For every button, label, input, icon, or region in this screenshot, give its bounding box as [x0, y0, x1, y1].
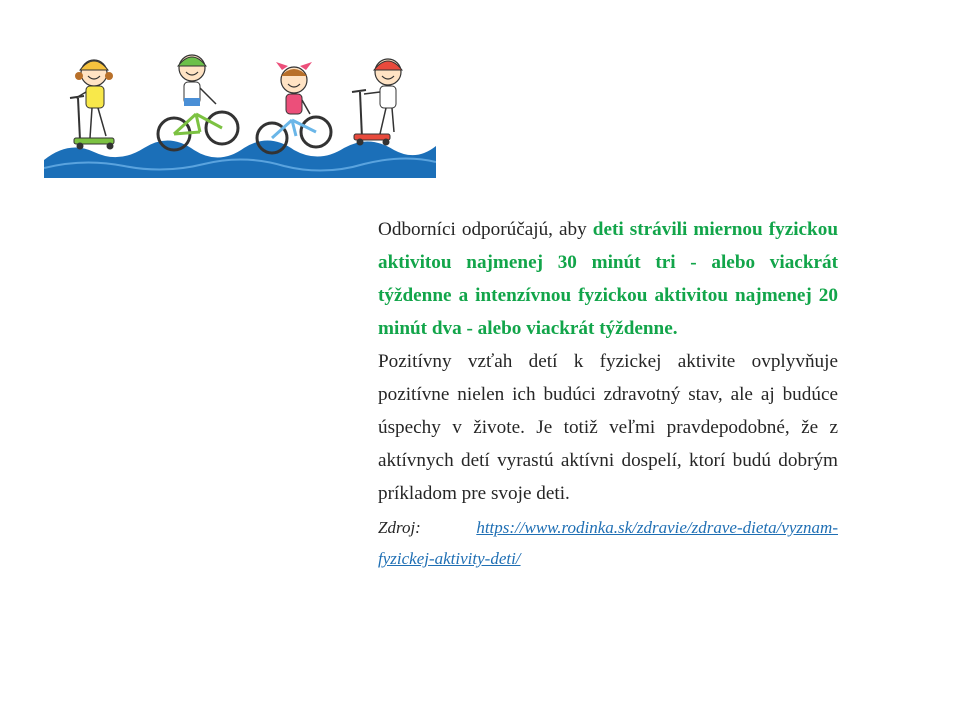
source-line — [378, 512, 838, 574]
boy-on-bike-icon — [158, 55, 238, 150]
girl-on-bike-icon — [257, 62, 331, 153]
intro-text: Odborníci odporúčajú, aby — [378, 219, 593, 240]
article-text — [378, 213, 838, 574]
girl-on-scooter-icon — [70, 60, 114, 150]
recommendation-highlight: deti strávili miernou fyzickou aktivitou najmenej 30 minút tri - alebo viackrát týždenne a intenzívnou fyzickou aktivitou najmenej 20 minút dva - alebo viackrát týždenne. — [378, 219, 838, 339]
paragraph-benefits: Pozitívny vzťah detí k fyzickej aktivite ovplyvňuje pozitívne nielen ich budúci zdravotný stav, ale aj budúce úspechy v živote. Je totiž veľmi pravdepodobné, že z aktívnych detí vyrastú aktívni dospelí, ktorí budú dobrým príkladom pre svoje deti. — [378, 351, 838, 504]
source-link[interactable]: https://www.rodinka.sk/zdravie/zdrave-dieta/vyznam-fyzickej-aktivity-deti/ — [378, 518, 838, 568]
kids-sports-illustration — [44, 40, 436, 178]
boy-on-scooter-icon — [352, 59, 402, 146]
source-label: Zdroj: — [378, 518, 421, 537]
paragraph-recommendation — [378, 213, 838, 345]
